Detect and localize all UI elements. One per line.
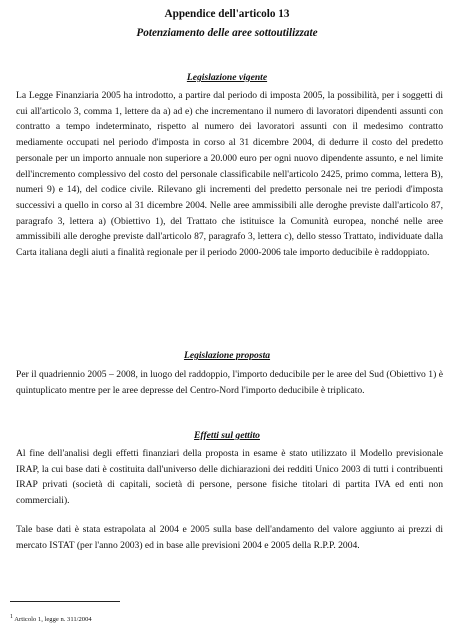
footnote-text: Articolo 1, legge n. 311/2004 — [14, 616, 92, 623]
document-title: Appendice dell'articolo 13 — [164, 8, 290, 20]
paragraph-text: Per il quadriennio 2005 – 2008, in luogo del raddoppio, l'importo deducibile per le aree del Sud (Obiettivo 1) è quintuplicato mentre per le aree depresse del Centro-Nord l'importo deducibile è triplicato. — [16, 369, 443, 396]
paragraph-effetti-2 — [16, 522, 443, 553]
paragraph-text: Al fine dell'analisi degli effetti finanziari della proposta in esame è stato utilizzato il Modello previsionale IRAP, la cui base dati è costituita dall'universo delle dichiarazioni dei redditi Unico 2003 di tutti i contribuenti IRAP privati (società di capitali, società di persone, persone fisiche titolari di partita IVA ed enti non commerciali). — [16, 448, 443, 507]
paragraph-text: La Legge Finanziaria 2005 ha introdotto, a partire dal periodo di imposta 2005, la possibilità, per i soggetti di cui all'articolo 3, comma 1, lettere da a) ad e) che incrementano il numero di lavoratori dipendenti assunti con contratto a tempo indeterminato, rispetto al numero dei lavoratori assunti con il medesimo contratto mediamente occupati nel periodo d'imposta in corso al 31 dicembre 2004, di dedurre il costo del predetto personale per un importo annuale non superiore a 20.000 euro per ogni nuovo dipendente assunto, e nel limite dell'incremento complessivo del costo del personale classificabile nell'articolo 2425, primo comma, lettera B), numeri 9) e 14), del codice civile. Rilevano gli incrementi del predetto personale nei tre periodi d'imposta successivi a quello in corso al 31 dicembre 2004. Nelle aree ammissibili alle deroghe previste dall'articolo 87, paragrafo 3, lettera a) (Obiettivo 1), del Trattato che istituisce la Comunità europea, nonché nelle aree ammissibili alle deroghe previste dall'articolo 87, paragrafo 3, lettera c), dello stesso Trattato, individuate dalla Carta italiana degli aiuti a finalità regionale per il periodo 2000-2006 tale importo deducibile è raddoppiato. — [16, 90, 443, 259]
footnote — [10, 613, 92, 623]
footnote-number: 1 — [10, 613, 13, 620]
paragraph-legislazione-vigente — [16, 88, 443, 261]
section-heading-effetti-sul-gettito: Effetti sul gettito — [194, 430, 260, 441]
document-subtitle: Potenziamento delle aree sottoutilizzate — [136, 27, 318, 39]
paragraph-text: Tale base dati è stata estrapolata al 2004 e 2005 sulla base dell'andamento del valore aggiunto ai prezzi di mercato ISTAT (per l'anno 2003) ed in base alle previsioni 2004 e 2005 della R.P.P. 2004. — [16, 524, 443, 551]
paragraph-legislazione-proposta — [16, 367, 443, 398]
footnote-separator — [10, 601, 120, 602]
paragraph-effetti-1 — [16, 446, 443, 509]
section-heading-legislazione-vigente: Legislazione vigente — [186, 72, 268, 83]
section-heading-legislazione-proposta: Legislazione proposta — [183, 350, 271, 361]
